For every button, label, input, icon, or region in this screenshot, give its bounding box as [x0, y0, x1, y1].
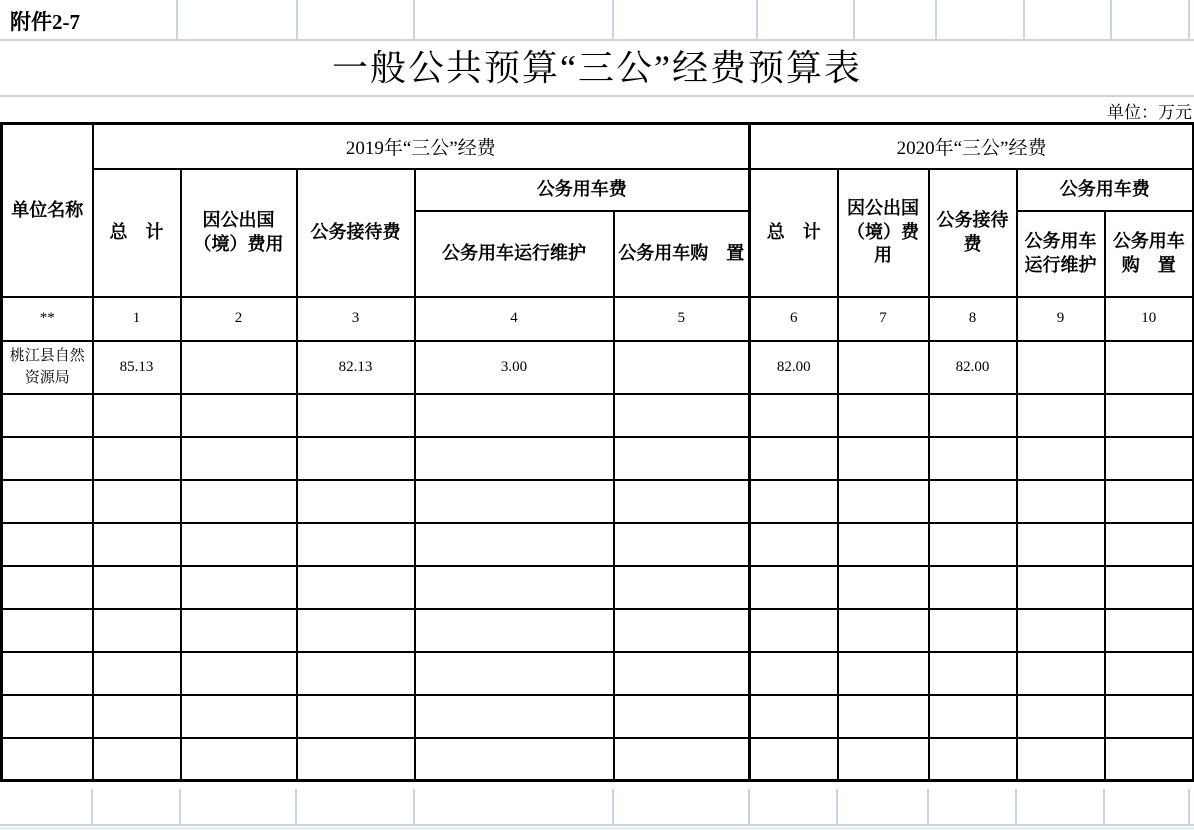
column-index-row	[2, 297, 1194, 341]
header-2020-vehicle-maintenance: 公务用车运行维护	[1017, 211, 1105, 297]
empty-cell	[93, 566, 181, 609]
empty-cell	[415, 738, 614, 781]
empty-cell	[750, 738, 838, 781]
header-2020-total: 总 计	[750, 169, 838, 297]
header-2019-abroad: 因公出国（境）费用	[181, 169, 297, 297]
empty-cell	[750, 394, 838, 437]
index-cell-8: 8	[929, 297, 1017, 341]
gridline	[612, 0, 614, 39]
empty-cell	[1017, 695, 1105, 738]
index-cell-5: 5	[614, 297, 750, 341]
empty-cell	[929, 437, 1017, 480]
empty-cell	[929, 566, 1017, 609]
empty-cell	[929, 609, 1017, 652]
empty-cell	[93, 738, 181, 781]
empty-cell	[297, 437, 415, 480]
empty-cell	[181, 695, 297, 738]
index-cell-6: 6	[750, 297, 838, 341]
value-2020-abroad	[838, 341, 929, 394]
empty-cell	[614, 566, 750, 609]
empty-cell	[2, 609, 93, 652]
header-2019-reception: 公务接待费	[297, 169, 415, 297]
empty-cell	[1105, 652, 1194, 695]
empty-cell	[93, 394, 181, 437]
empty-cell	[297, 738, 415, 781]
index-cell-1: 1	[93, 297, 181, 341]
empty-row	[2, 523, 1194, 566]
unit-name-cell: 桃江县自然资源局	[2, 341, 93, 394]
empty-cell	[838, 437, 929, 480]
empty-cell	[750, 566, 838, 609]
empty-cell	[181, 738, 297, 781]
empty-cell	[2, 523, 93, 566]
empty-cell	[614, 523, 750, 566]
empty-cell	[297, 480, 415, 523]
empty-cell	[929, 738, 1017, 781]
index-cell-2: 2	[181, 297, 297, 341]
empty-cell	[750, 437, 838, 480]
header-2020-vehicle-group: 公务用车费	[1017, 169, 1194, 211]
empty-cell	[2, 480, 93, 523]
gridline	[756, 0, 758, 39]
empty-row	[2, 609, 1194, 652]
empty-cell	[929, 394, 1017, 437]
empty-cell	[1105, 394, 1194, 437]
value-2020-vehicle-purchase	[1105, 341, 1194, 394]
empty-row	[2, 394, 1194, 437]
empty-cell	[838, 523, 929, 566]
empty-cell	[2, 695, 93, 738]
empty-cell	[415, 394, 614, 437]
empty-cell	[1017, 566, 1105, 609]
empty-cell	[93, 480, 181, 523]
index-cell-3: 3	[297, 297, 415, 341]
empty-cell	[181, 437, 297, 480]
empty-cell	[297, 394, 415, 437]
empty-cell	[1017, 480, 1105, 523]
header-2020-reception: 公务接待费	[929, 169, 1017, 297]
gridline	[0, 824, 1194, 826]
gridline	[179, 789, 181, 824]
year-header-2019: 2019年“三公”经费	[93, 124, 750, 169]
value-2019-reception: 82.13	[297, 341, 415, 394]
header-2020-vehicle-purchase: 公务用车购 置	[1105, 211, 1194, 297]
empty-cell	[750, 609, 838, 652]
empty-cell	[750, 695, 838, 738]
empty-row	[2, 437, 1194, 480]
empty-cell	[1017, 437, 1105, 480]
header-2020-abroad: 因公出国（境）费用	[838, 169, 929, 297]
empty-cell	[415, 437, 614, 480]
empty-cell	[415, 480, 614, 523]
empty-row	[2, 652, 1194, 695]
empty-cell	[929, 652, 1017, 695]
gridline	[748, 789, 750, 824]
header-2019-total: 总 计	[93, 169, 181, 297]
empty-cell	[750, 523, 838, 566]
gridline	[836, 789, 838, 824]
empty-cell	[1105, 738, 1194, 781]
empty-cell	[2, 394, 93, 437]
empty-cell	[838, 480, 929, 523]
value-2019-abroad	[181, 341, 297, 394]
gridline	[296, 0, 298, 39]
empty-cell	[1017, 394, 1105, 437]
empty-cell	[297, 695, 415, 738]
unit-note: 单位：万元	[1107, 103, 1192, 122]
gridline	[413, 0, 415, 39]
empty-cell	[1017, 738, 1105, 781]
gridline	[1103, 789, 1105, 824]
empty-cell	[1017, 609, 1105, 652]
gridline	[295, 789, 297, 824]
value-2020-vehicle-maintenance	[1017, 341, 1105, 394]
empty-cell	[929, 695, 1017, 738]
gridline	[927, 789, 929, 824]
empty-cell	[614, 480, 750, 523]
empty-cell	[614, 738, 750, 781]
empty-cell	[1017, 523, 1105, 566]
empty-cell	[614, 609, 750, 652]
empty-cell	[614, 437, 750, 480]
empty-cell	[614, 394, 750, 437]
empty-cell	[1105, 523, 1194, 566]
empty-cell	[838, 695, 929, 738]
empty-cell	[415, 523, 614, 566]
empty-cell	[2, 437, 93, 480]
gridline	[1188, 789, 1190, 824]
empty-cell	[838, 609, 929, 652]
gridline	[1110, 0, 1112, 39]
index-cell-9: 9	[1017, 297, 1105, 341]
header-sub-row-1	[2, 169, 1194, 211]
empty-cell	[614, 695, 750, 738]
empty-cell	[297, 609, 415, 652]
gridline	[612, 789, 614, 824]
value-2019-vehicle-purchase	[614, 341, 750, 394]
empty-row	[2, 695, 1194, 738]
empty-cell	[415, 609, 614, 652]
empty-cell	[750, 480, 838, 523]
empty-cell	[2, 738, 93, 781]
empty-cell	[1105, 695, 1194, 738]
index-cell-unit: **	[2, 297, 93, 341]
empty-cell	[750, 652, 838, 695]
header-year-row	[2, 124, 1194, 169]
empty-cell	[2, 652, 93, 695]
gridline	[413, 789, 415, 824]
empty-row	[2, 566, 1194, 609]
empty-cell	[93, 523, 181, 566]
empty-cell	[415, 566, 614, 609]
gridline	[1023, 0, 1025, 39]
index-cell-10: 10	[1105, 297, 1194, 341]
empty-cell	[1105, 566, 1194, 609]
attachment-label: 附件2-7	[10, 10, 80, 34]
empty-cell	[1017, 652, 1105, 695]
header-2019-vehicle-group: 公务用车费	[415, 169, 750, 211]
gridline	[1015, 789, 1017, 824]
value-2020-reception: 82.00	[929, 341, 1017, 394]
empty-cell	[181, 566, 297, 609]
empty-cell	[1105, 437, 1194, 480]
year-header-2020: 2020年“三公”经费	[750, 124, 1194, 169]
gridline	[1188, 0, 1190, 39]
empty-cell	[93, 609, 181, 652]
empty-cell	[415, 652, 614, 695]
gridline	[935, 0, 937, 39]
gridline	[853, 0, 855, 39]
empty-cell	[929, 523, 1017, 566]
empty-cell	[297, 523, 415, 566]
empty-cell	[838, 738, 929, 781]
empty-cell	[297, 652, 415, 695]
empty-cell	[93, 695, 181, 738]
empty-cell	[93, 437, 181, 480]
empty-cell	[415, 695, 614, 738]
empty-cell	[614, 652, 750, 695]
empty-cell	[929, 480, 1017, 523]
empty-cell	[838, 652, 929, 695]
empty-cell	[297, 566, 415, 609]
empty-cell	[1105, 609, 1194, 652]
empty-cell	[181, 523, 297, 566]
gridline	[91, 789, 93, 824]
empty-cell	[181, 480, 297, 523]
empty-cell	[1105, 480, 1194, 523]
empty-cell	[2, 566, 93, 609]
value-2019-total: 85.13	[93, 341, 181, 394]
gridline	[176, 0, 178, 39]
empty-row	[2, 480, 1194, 523]
empty-cell	[838, 394, 929, 437]
empty-cell	[93, 652, 181, 695]
empty-cell	[181, 394, 297, 437]
header-2019-vehicle-purchase: 公务用车购 置	[614, 211, 750, 297]
empty-cell	[181, 609, 297, 652]
header-2019-vehicle-maintenance: 公务用车运行维护	[415, 211, 614, 297]
empty-cell	[181, 652, 297, 695]
index-cell-4: 4	[415, 297, 614, 341]
value-2019-vehicle-maintenance: 3.00	[415, 341, 614, 394]
empty-cell	[838, 566, 929, 609]
budget-table	[0, 122, 1194, 782]
data-row	[2, 341, 1194, 394]
value-2020-total: 82.00	[750, 341, 838, 394]
empty-row	[2, 738, 1194, 781]
corner-header: 单位名称	[2, 124, 93, 297]
page-title: 一般公共预算“三公”经费预算表	[332, 48, 862, 88]
index-cell-7: 7	[838, 297, 929, 341]
